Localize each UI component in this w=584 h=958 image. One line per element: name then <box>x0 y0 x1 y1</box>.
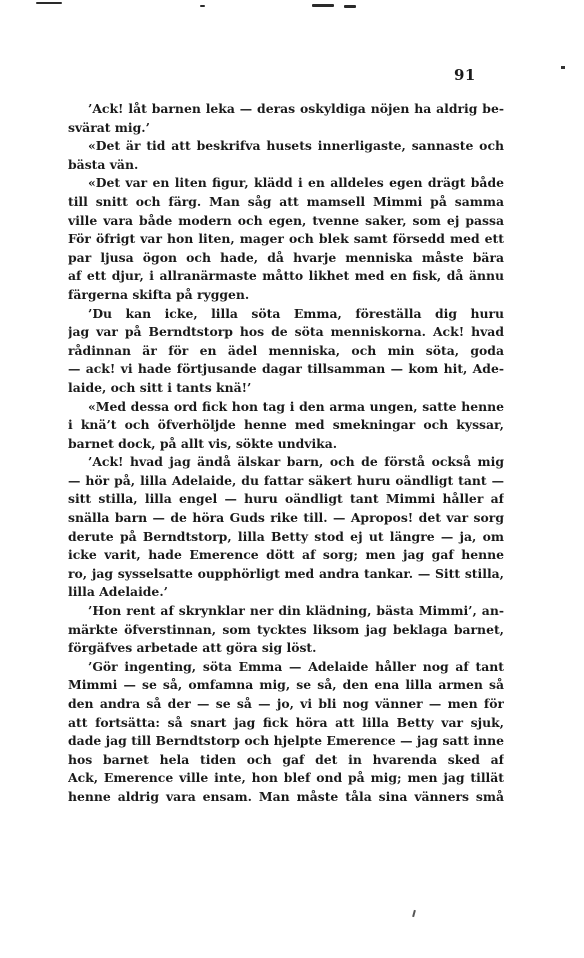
text-line: ’Du kan icke, lilla söta Emma, föreställa dig huru <box>88 305 504 321</box>
text-line: bästa vän. <box>68 156 139 172</box>
text-line: «Med dessa ord fick hon tag i den arma ungen, satte henne <box>88 398 504 414</box>
text-line: «Det var en liten figur, klädd i en alldeles egen drägt både <box>88 175 504 191</box>
text-line: par ljusa ögon och hade, då hvarje menniska måste bära <box>68 249 504 265</box>
text-line: ro, jag sysselsatte oupphörligt med andra tankar. — Sitt stilla, <box>68 565 504 581</box>
ink-mark <box>412 910 416 917</box>
text-line: af ett djur, i allranärmaste måtto likhet med en fisk, då ännu <box>68 268 504 284</box>
text-line: Mimmi — se så, omfamna mig, se så, den ena lilla armen så <box>68 677 504 693</box>
text-line: förgäfves arbetade att göra sig löst. <box>68 640 317 656</box>
text-line: — ack! vi hade förtjusande dagar tillsamman — kom hit, Ade- <box>68 361 504 377</box>
text-line: — hör på, lilla Adelaide, du fattar säkert huru oändligt tant — <box>68 472 504 488</box>
page-number: 91 <box>454 66 476 84</box>
text-line: laide, och sitt i tants knä!’ <box>68 379 252 395</box>
text-line: ville vara både modern och egen, tvenne saker, som ej passa <box>68 212 504 228</box>
text-line: derute på Berndtstorp, lilla Betty stod ej ut längre — ja, om <box>68 528 504 544</box>
text-line: ’Ack! låt barnen leka — deras oskyldiga nöjen ha aldrig be- <box>88 101 504 116</box>
ink-mark <box>312 4 334 7</box>
top-edge-marks <box>0 0 584 14</box>
text-line: färgerna skifta på ryggen. <box>68 286 250 302</box>
text-line: att fortsätta: så snart jag fick höra att lilla Betty var sjuk, <box>68 714 504 730</box>
text-line: henne aldrig vara ensam. Man måste tåla sina vänners små <box>68 788 504 804</box>
text-line: svärat mig.’ <box>68 119 150 135</box>
text-line: ’Ack! hvad jag ändå älskar barn, och de förstå också mig <box>88 454 504 470</box>
text-line: barnet dock, på allt vis, sökte undvika. <box>68 435 338 451</box>
ink-mark <box>344 5 356 8</box>
text-line: rådinnan är för en ädel menniska, och min söta, goda <box>68 342 504 358</box>
text-line: i knä’t och öfverhöljde henne med smekningar och kyssar, <box>68 417 504 433</box>
text-line: den andra så der — se så — jo, vi bli nog vänner — men för <box>68 696 504 711</box>
text-line: ’Hon rent af skrynklar ner din klädning, bästa Mimmi’, an- <box>88 603 504 619</box>
page-body-text <box>68 100 504 807</box>
text-line: ’Gör ingenting, söta Emma — Adelaide håller nog af tant <box>88 658 504 674</box>
text-line: sitt stilla, lilla engel — huru oändligt tant Mimmi håller af <box>68 491 504 507</box>
text-line: För öfrigt var hon liten, mager och blek samt försedd med ett <box>68 231 504 247</box>
text-line: lilla Adelaide.’ <box>68 584 168 600</box>
text-line: dade jag till Berndtstorp och hjelpte Emerence — jag satt inne <box>68 733 504 749</box>
text-line: icke varit, hade Emerence dött af sorg; men jag gaf henne <box>68 547 504 563</box>
text-line: till snitt och färg. Man såg att mamsell Mimmi på samma <box>68 193 504 209</box>
ink-mark <box>36 2 62 4</box>
text-line: snälla barn — de höra Guds rike till. — Apropos! det var sorg <box>68 510 504 526</box>
text-line: märkte öfverstinnan, som tycktes liksom jag beklaga barnet, <box>68 621 504 637</box>
ink-mark <box>561 66 565 69</box>
ink-mark <box>200 5 205 7</box>
text-line: jag var på Berndtstorp hos de söta menniskorna. Ack! hvad <box>68 324 504 340</box>
text-line: Ack, Emerence ville inte, hon blef ond på mig; men jag tillät <box>68 770 504 786</box>
text-line: «Det är tid att beskrifva husets innerligaste, sannaste och <box>88 138 504 154</box>
text-line: hos barnet hela tiden och gaf det in hvarenda sked af <box>68 751 504 767</box>
